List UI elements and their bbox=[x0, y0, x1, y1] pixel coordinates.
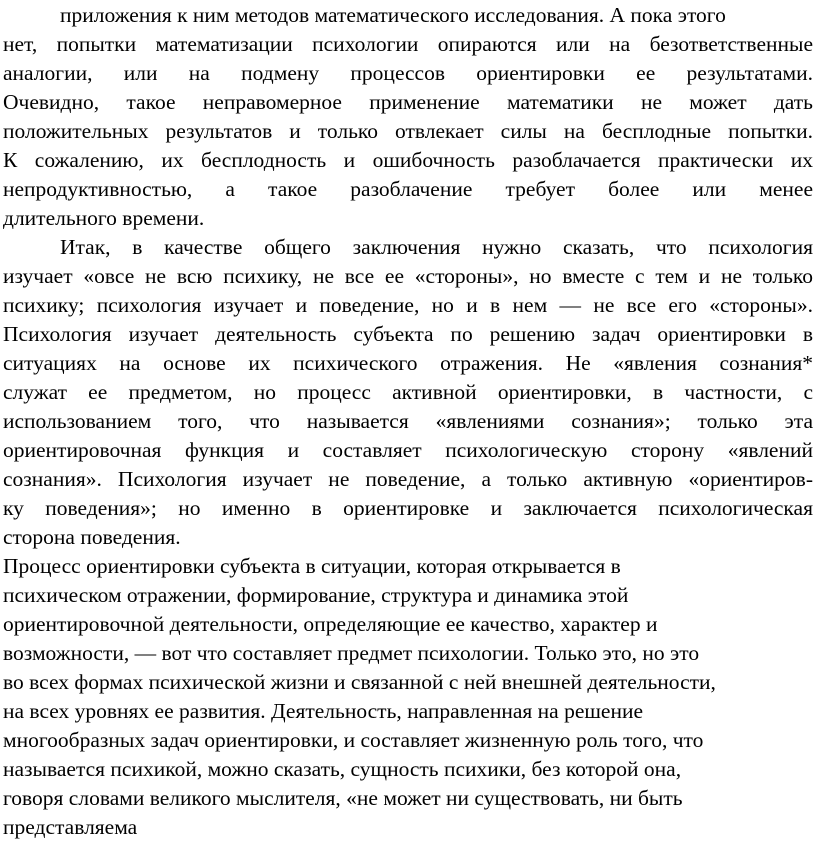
paragraph-3-line-1: Процесс ориентировки субъекта в ситуации, которая открывается в bbox=[3, 554, 621, 578]
paragraph-3-line-6: на всех уровнях ее развития. Деятельность, направленная на решение bbox=[3, 699, 644, 723]
paragraph-1-line-2: нет, попытки математизации психологии опираются или на безответственные bbox=[3, 32, 813, 56]
paragraph-3-line-3: ориентировочной деятельности, определяющие ее качество, характер и bbox=[3, 612, 658, 636]
paragraph-3-line-2: психическом отражении, формирование, структура и динамика этой bbox=[3, 583, 629, 607]
paragraph-3-line-5: во всех формах психической жизни и связанной с ней внешней деятельности, bbox=[3, 670, 716, 694]
paragraph-2-line-7: использованием того, что называется «явлениями сознания»; только эта bbox=[3, 409, 813, 433]
paragraph-3-line-4: возможности, — вот что составляет предмет психологии. Только это, но это bbox=[3, 641, 700, 665]
paragraph-2-line-3: психику; психология изучает и поведение, но и в нем — не все его «стороны». bbox=[3, 293, 813, 317]
paragraph-3-line-10: представляема bbox=[3, 815, 138, 839]
paragraph-1-line-1: приложения к ним методов математического исследования. А пока этого bbox=[60, 3, 726, 27]
paragraph-2-line-11: сторона поведения. bbox=[3, 525, 181, 549]
paragraph-1-line-7: непродуктивностью, а такое разоблачение требует более или менее bbox=[3, 177, 813, 201]
paragraph-2-line-8: ориентировочная функция и составляет психологическую сторону «явлений bbox=[3, 438, 813, 462]
paragraph-1-line-6: К сожалению, их бесплодность и ошибочность разоблачается практически их bbox=[3, 148, 813, 172]
paragraph-2-line-10: ку поведения»; но именно в ориентировке и заключается психологическая bbox=[3, 496, 813, 520]
paragraph-1-line-3: аналогии, или на подмену процессов ориентировки ее результатами. bbox=[3, 61, 813, 85]
paragraph-3-line-7: многообразных задач ориентировки, и составляет жизненную роль того, что bbox=[3, 728, 704, 752]
paragraph-1-line-8: длительного времени. bbox=[3, 206, 205, 230]
paragraph-3-line-9: говоря словами великого мыслителя, «не может ни существовать, ни быть bbox=[3, 786, 683, 810]
paragraph-2-line-5: ситуациях на основе их психического отражения. Не «явления сознания* bbox=[3, 351, 813, 375]
paragraph-2-line-6: служат ее предметом, но процесс активной ориентировки, в частности, с bbox=[3, 380, 813, 404]
paragraph-2-line-1: Итак, в качестве общего заключения нужно сказать, что психология bbox=[60, 235, 813, 259]
paragraph-1-line-5: положительных результатов и только отвлекает силы на бесплодные попытки. bbox=[3, 119, 813, 143]
paragraph-2-line-4: Психология изучает деятельность субъекта по решению задач ориентировки в bbox=[3, 322, 813, 346]
paragraph-2-line-9: сознания». Психология изучает не поведение, а только активную «ориентиров- bbox=[3, 467, 813, 491]
paragraph-2-line-2: изучает «овсе не всю психику, не все ее «стороны», но вместе с тем и не только bbox=[3, 264, 813, 288]
paragraph-1-line-4: Очевидно, такое неправомерное применение математики не может дать bbox=[3, 90, 813, 114]
paragraph-3-line-8: называется психикой, можно сказать, сущность психики, без которой она, bbox=[3, 757, 682, 781]
